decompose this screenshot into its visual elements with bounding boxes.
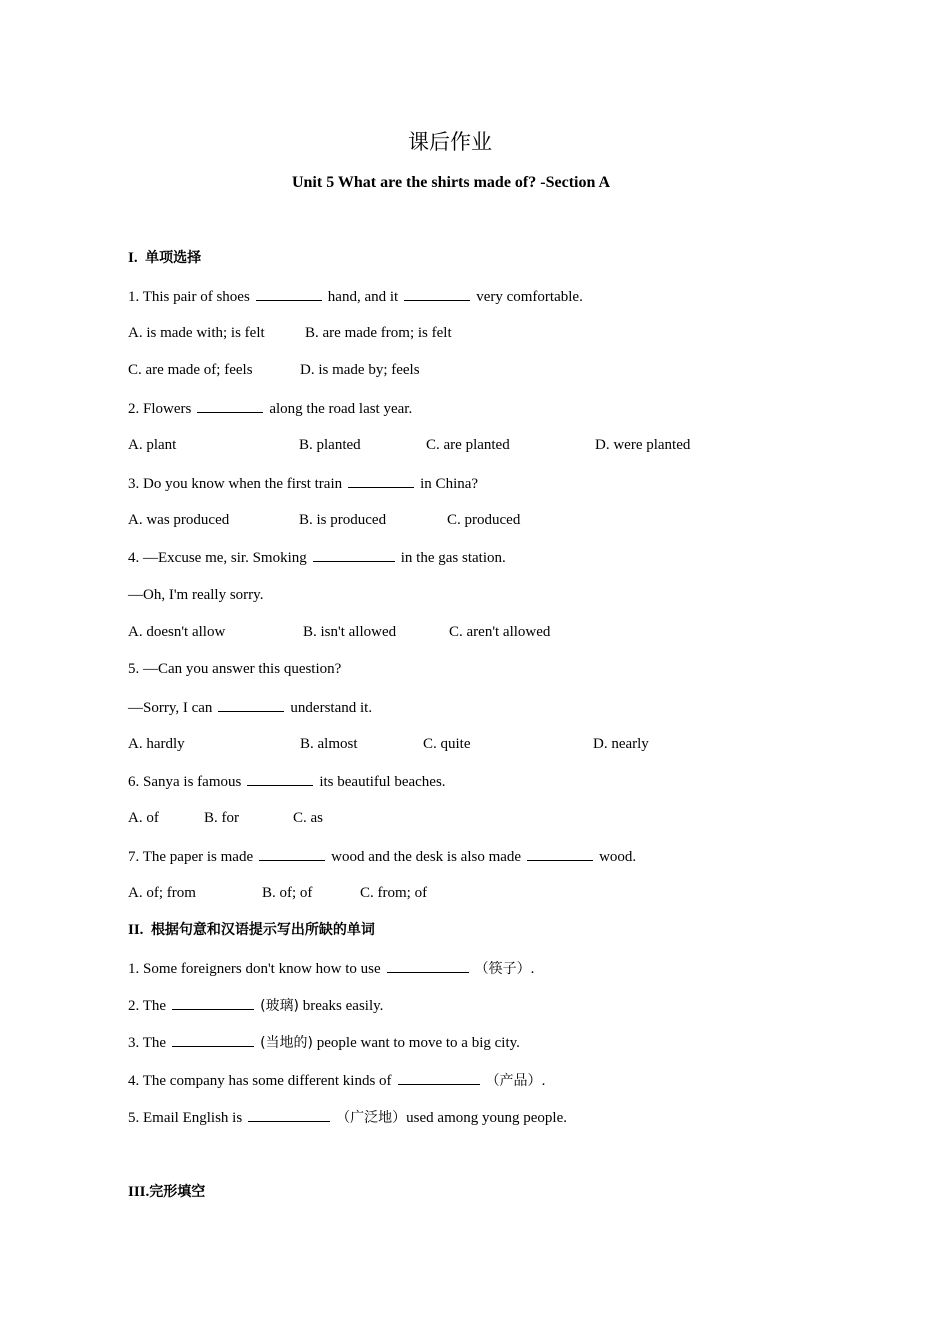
option-a[interactable]: A. doesn't allow <box>128 624 226 640</box>
option-c[interactable]: C. as <box>293 810 323 826</box>
question-5-options <box>128 734 828 754</box>
section-heading-2: II. 根据句意和汉语提示写出所缺的单词 <box>128 922 375 938</box>
option-c[interactable]: C. are made of; feels <box>128 362 253 378</box>
fill-item-3: 3. The (当地的) people want to move to a big city. <box>128 1032 520 1053</box>
fill-item-4: 4. The company has some different kinds of （产品）. <box>128 1070 545 1091</box>
option-b[interactable]: B. almost <box>300 736 358 752</box>
answer-blank[interactable] <box>313 547 395 562</box>
option-a[interactable]: A. hardly <box>128 736 185 752</box>
question-7: 7. The paper is made wood and the desk is also made wood. <box>128 846 636 867</box>
question-1-options-ab <box>128 323 828 343</box>
option-b[interactable]: B. planted <box>299 437 361 453</box>
option-d[interactable]: D. were planted <box>595 437 691 453</box>
question-7-options <box>128 883 828 903</box>
option-a[interactable]: A. of <box>128 810 159 826</box>
question-1-options-cd <box>128 360 828 380</box>
question-3: 3. Do you know when the first train in China? <box>128 473 478 494</box>
answer-blank[interactable] <box>398 1070 480 1085</box>
question-6: 6. Sanya is famous its beautiful beaches. <box>128 771 446 792</box>
answer-blank[interactable] <box>248 1107 330 1122</box>
answer-blank[interactable] <box>404 286 470 301</box>
option-c[interactable]: C. aren't allowed <box>449 624 551 640</box>
fill-item-2: 2. The (玻璃) breaks easily. <box>128 995 383 1016</box>
answer-blank[interactable] <box>259 846 325 861</box>
section-heading-3: III.完形填空 <box>128 1184 206 1200</box>
option-c[interactable]: C. produced <box>447 512 521 528</box>
answer-blank[interactable] <box>172 995 254 1010</box>
answer-blank[interactable] <box>172 1032 254 1047</box>
option-c[interactable]: C. from; of <box>360 885 428 901</box>
option-a[interactable]: A. is made with; is felt <box>128 325 265 341</box>
option-c[interactable]: C. quite <box>423 736 471 752</box>
question-2-options <box>128 435 828 455</box>
option-b[interactable]: B. for <box>204 810 239 826</box>
option-c[interactable]: C. are planted <box>426 437 510 453</box>
answer-blank[interactable] <box>256 286 322 301</box>
option-a[interactable]: A. plant <box>128 437 177 453</box>
answer-blank[interactable] <box>527 846 593 861</box>
answer-blank[interactable] <box>348 473 414 488</box>
question-4: 4. —Excuse me, sir. Smoking in the gas station. <box>128 547 506 568</box>
page-title: 课后作业 <box>408 130 492 154</box>
option-b[interactable]: B. isn't allowed <box>303 624 397 640</box>
question-5: 5. —Can you answer this question? <box>128 661 342 677</box>
option-b[interactable]: B. are made from; is felt <box>305 325 452 341</box>
answer-blank[interactable] <box>197 398 263 413</box>
option-d[interactable]: D. is made by; feels <box>300 362 420 378</box>
answer-blank[interactable] <box>247 771 313 786</box>
question-4-options <box>128 622 828 642</box>
question-4-reply: —Oh, I'm really sorry. <box>128 587 264 603</box>
question-5-reply: —Sorry, I can understand it. <box>128 697 372 718</box>
answer-blank[interactable] <box>387 958 469 973</box>
question-6-options <box>128 808 828 828</box>
question-1: 1. This pair of shoes hand, and it very comfortable. <box>128 286 583 307</box>
option-b[interactable]: B. of; of <box>262 885 313 901</box>
section-heading-1: I. 单项选择 <box>128 250 202 266</box>
fill-item-5: 5. Email English is （广泛地）used among young people. <box>128 1107 567 1128</box>
unit-subtitle: Unit 5 What are the shirts made of? -Section A <box>291 174 611 191</box>
question-3-options <box>128 510 828 530</box>
option-a[interactable]: A. was produced <box>128 512 230 528</box>
option-a[interactable]: A. of; from <box>128 885 196 901</box>
answer-blank[interactable] <box>218 697 284 712</box>
option-b[interactable]: B. is produced <box>299 512 387 528</box>
question-2: 2. Flowers along the road last year. <box>128 398 412 419</box>
option-d[interactable]: D. nearly <box>593 736 649 752</box>
fill-item-1: 1. Some foreigners don't know how to use （筷子）. <box>128 958 534 979</box>
